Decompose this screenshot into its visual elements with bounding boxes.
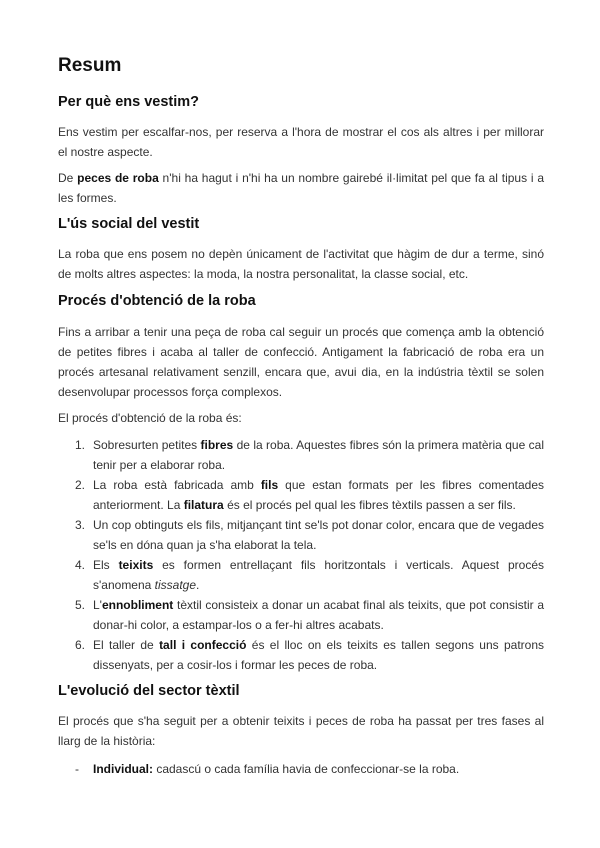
list-item: 6. El taller de tall i confecció és el lloc on els teixits es tallen segons uns patrons dissenyats, per a cosir-los i formar les peces de roba. (75, 638, 545, 672)
paragraph-garments: De peces de roba n'hi ha hagut i n'hi ha un nombre gairebé il·limitat pel que fa al tipus i a les formes. (58, 171, 545, 205)
list-item: 3. Un cop obtinguts els fils, mitjançant tint se'ls pot donar color, encara que de vegades se'ls en dóna quan ja s'ha elaborat la tela. (75, 518, 544, 552)
list-item: 5. L'ennobliment tèxtil consisteix a donar un acabat final als teixits, que pot consistir a donar-hi color, a estampar-los o a fer-hi altres acabats. (75, 598, 544, 632)
paragraph-evolution: El procés que s'ha seguit per a obtenir teixits i peces de roba ha passat per tres fases al llarg de la història: (58, 714, 544, 748)
process-steps-list (58, 435, 544, 675)
section-heading-evolution: L'evolució del sector tèxtil (58, 683, 240, 699)
phases-list (58, 759, 544, 779)
section-heading-social-use: L'ús social del vestit (58, 216, 200, 232)
paragraph-why-dress: Ens vestim per escalfar-nos, per reserva a l'hora de mostrar el cos als altres i per millorar el nostre aspecte. (58, 125, 544, 159)
paragraph-process-intro: El procés d'obtenció de la roba és: (58, 411, 242, 425)
section-heading-process: Procés d'obtenció de la roba (58, 293, 256, 309)
list-item: 1. Sobresurten petites fibres de la roba. Aquestes fibres són la primera matèria que cal tenir per a elaborar roba. (75, 438, 544, 472)
paragraph-social-use: La roba que ens posem no depèn únicament de l'activitat que hàgim de dur a terme, sinó de molts altres aspectes: la moda, la nostra personalitat, la classe social, etc. (58, 247, 544, 281)
page-title: Resum (58, 55, 122, 76)
section-heading-why-dress: Per què ens vestim? (58, 94, 200, 110)
list-item: - Individual: cadascú o cada família havia de confeccionar-se la roba. (75, 762, 460, 776)
list-item: 2. La roba està fabricada amb fils que estan formats per les fibres comentades anteriorment. La filatura és el procés pel qual les fibres tèxtils passen a ser fils. (75, 478, 545, 512)
paragraph-process: Fins a arribar a tenir una peça de roba cal seguir un procés que comença amb la obtenció de petites fibres i acaba al taller de confecció. Antigament la fabricació de roba era un procés artesanal relativament senzill, encara que, avui dia, en la indústria tèxtil se solen desenvolupar processos força complexos. (58, 325, 544, 399)
list-item: 4. Els teixits es formen entrellaçant fils horitzontals i verticals. Aquest procés s'anomena tissatge. (75, 558, 544, 592)
